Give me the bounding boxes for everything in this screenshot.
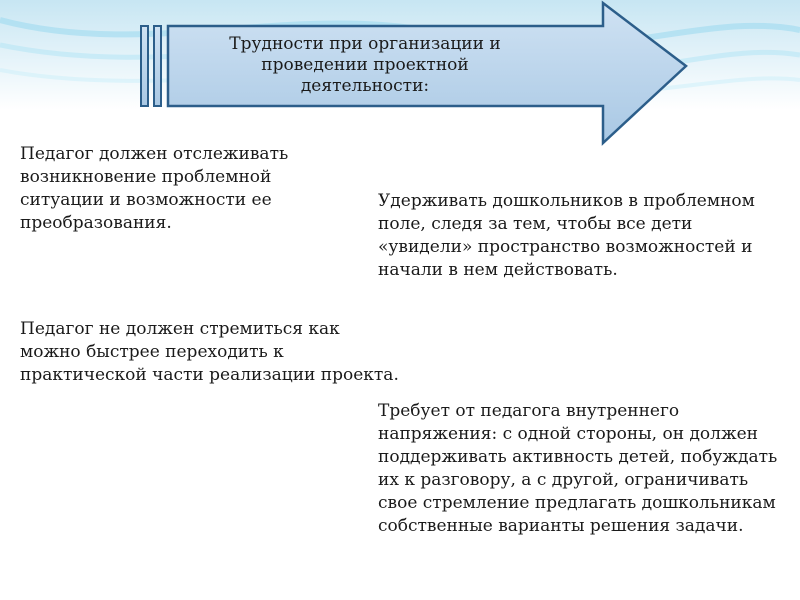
page-title: Трудности при организации и проведении проектной деятельности: <box>229 34 501 96</box>
right-text-block-2: Требует от педагога внутреннего напряжения: с одной стороны, он должен поддерживать активность детей, побуждать их к разговору, а с другой, ограничивать свое стремление предлагать дошкольникам собственные варианты решения задачи. <box>378 401 778 536</box>
arrow-stripe-2 <box>154 26 161 106</box>
arrow-stripe-1 <box>141 26 148 106</box>
left-text-block-2: Педагог не должен стремиться как можно быстрее переходить к практической части реализации проекта. <box>20 319 399 385</box>
right-text-block-1: Удерживать дошкольников в проблемном поле, следя за тем, чтобы все дети «увидели» пространство возможностей и начали в нем действовать. <box>378 191 755 280</box>
left-text-block-1: Педагог должен отслеживать возникновение проблемной ситуации и возможности ее преобразования. <box>20 144 289 233</box>
